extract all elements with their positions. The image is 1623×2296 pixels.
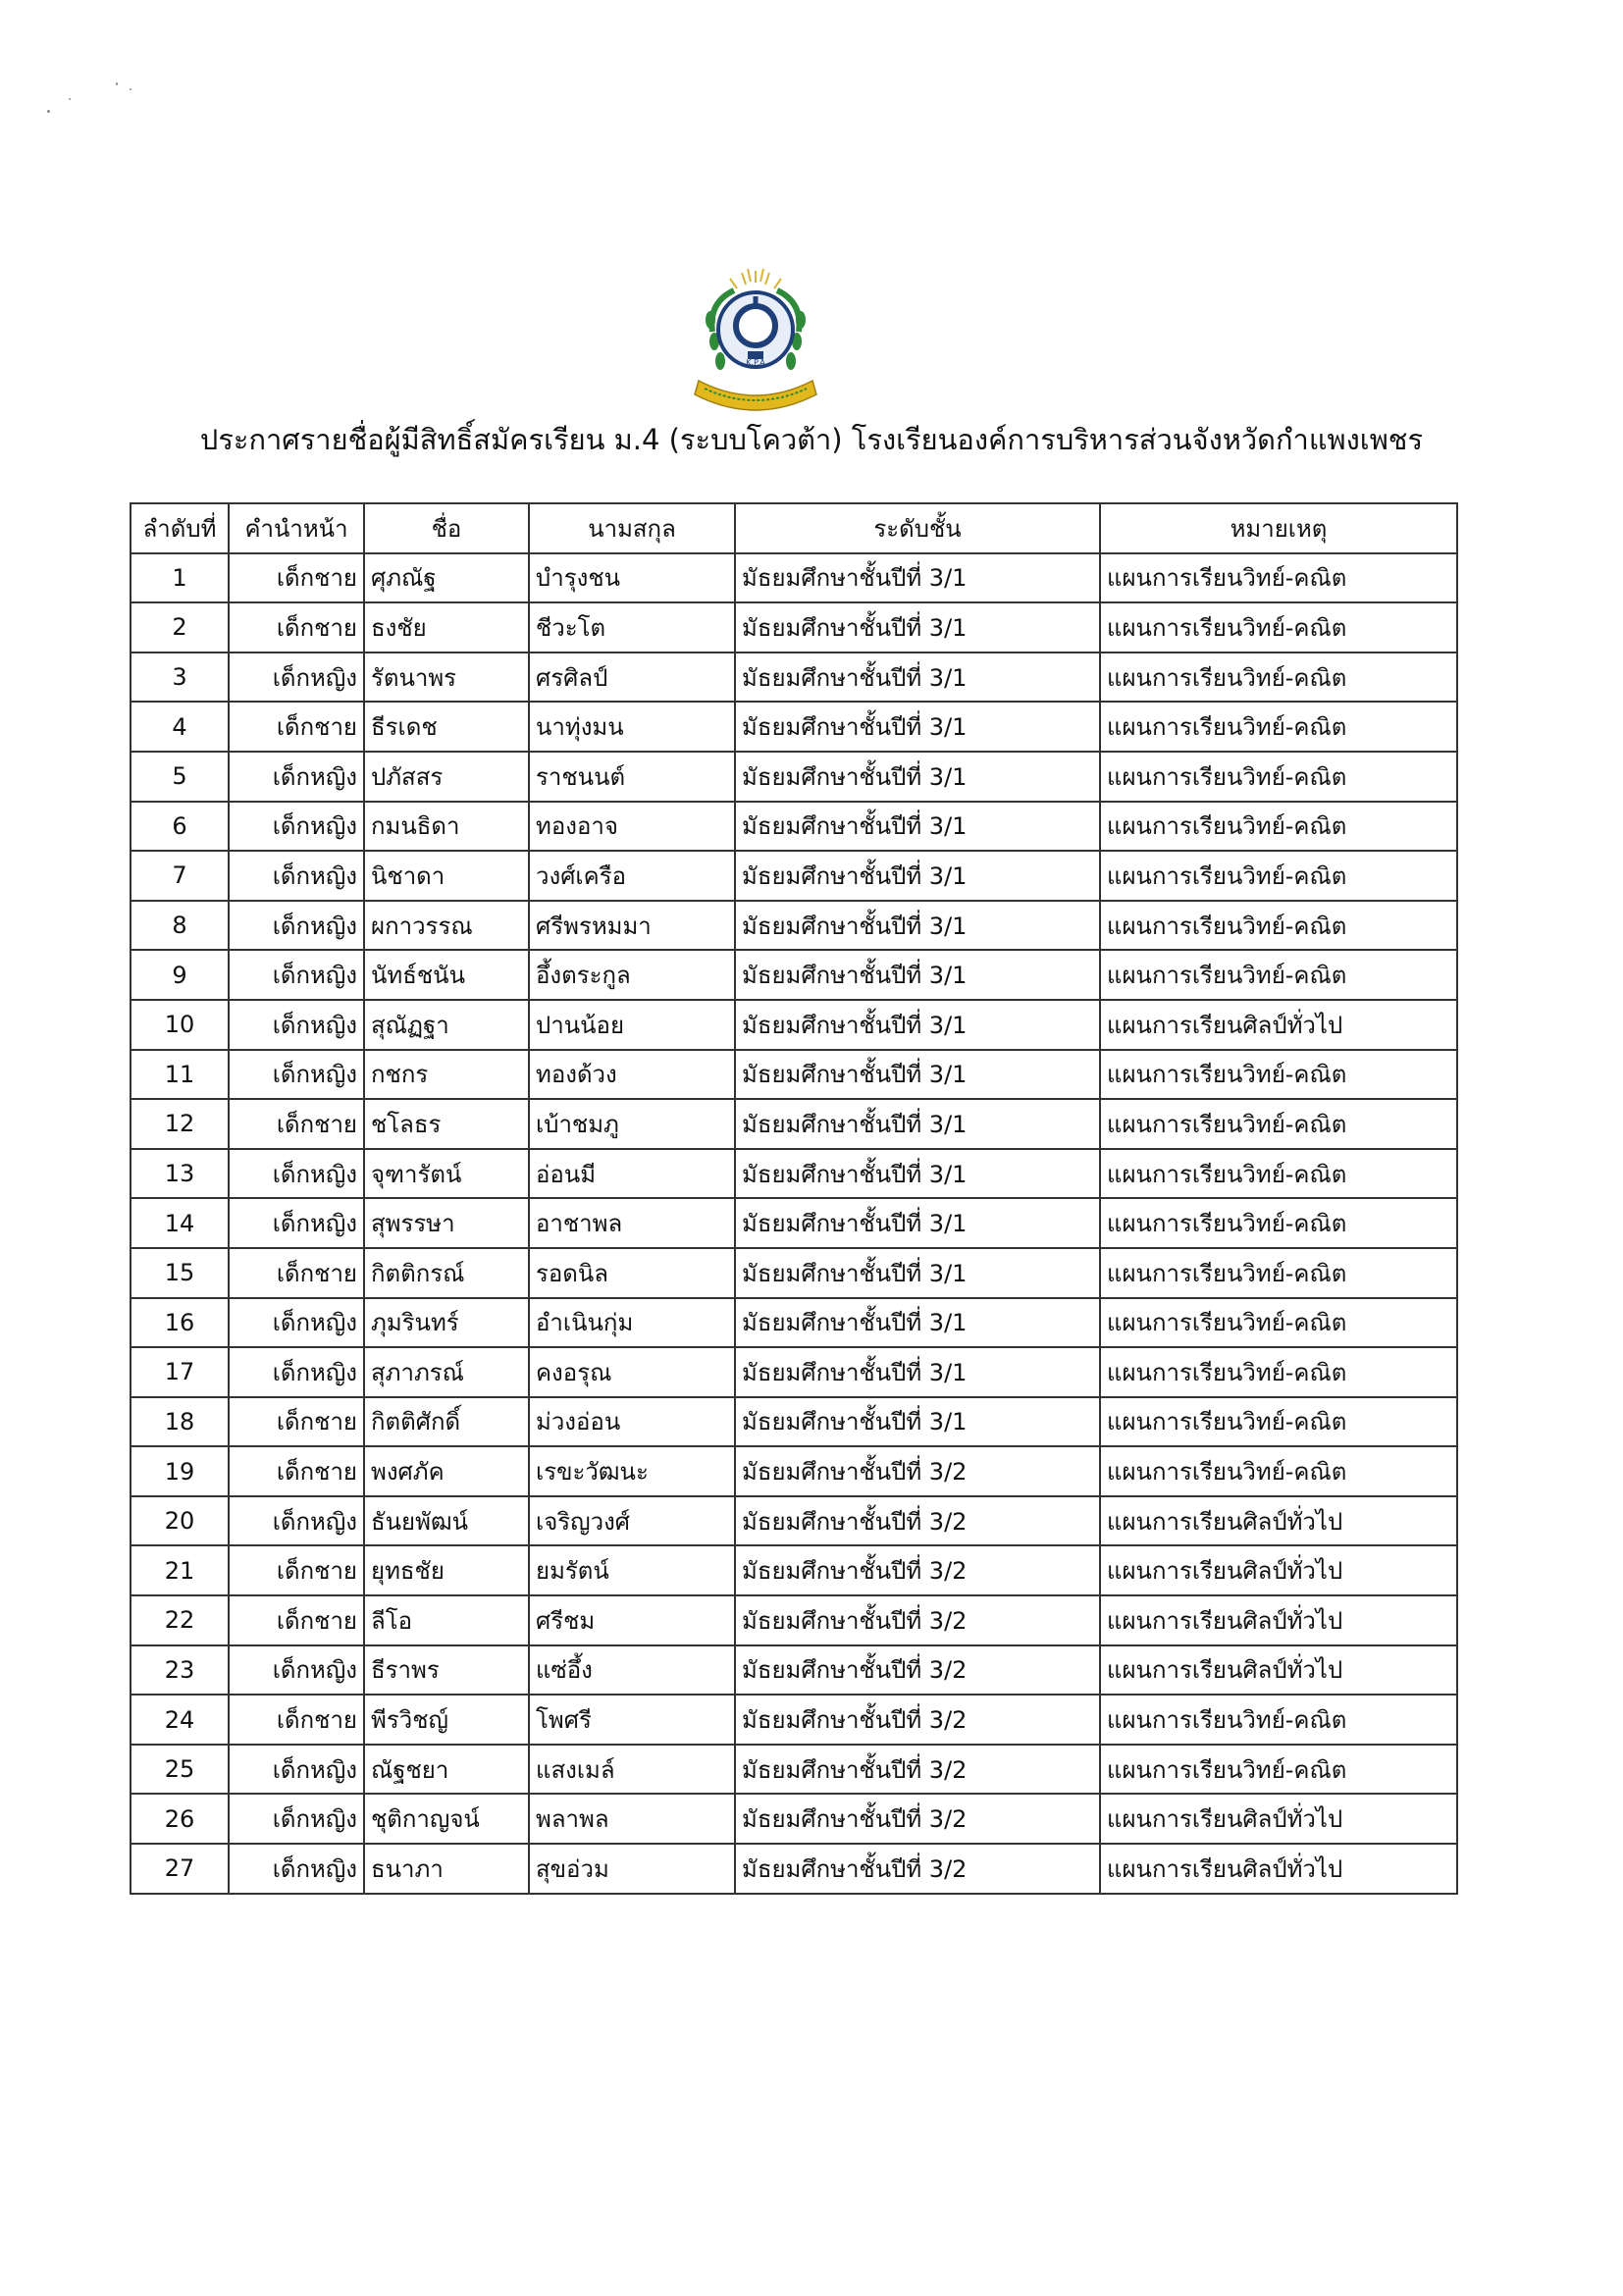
scan-speck — [47, 110, 50, 113]
cell-prefix: เด็กชาย — [229, 1595, 364, 1645]
cell-first-name: นิชาดา — [364, 851, 529, 901]
table-row — [131, 901, 1457, 951]
cell-order: 11 — [131, 1050, 229, 1100]
cell-first-name: ศุภณัฐ — [364, 553, 529, 603]
cell-first-name: ปภัสสร — [364, 752, 529, 802]
cell-order: 4 — [131, 702, 229, 752]
cell-prefix: เด็กหญิง — [229, 1794, 364, 1844]
cell-first-name: สุณัฏฐา — [364, 1000, 529, 1050]
scan-speck — [116, 82, 118, 85]
cell-last-name: พลาพล — [529, 1794, 735, 1844]
cell-grade-level: มัธยมศึกษาชั้นปีที่ 3/2 — [735, 1745, 1100, 1795]
cell-first-name: พีรวิชญ์ — [364, 1695, 529, 1745]
cell-order: 25 — [131, 1745, 229, 1795]
cell-last-name: ทองด้วง — [529, 1050, 735, 1100]
header-last-name: นามสกุล — [529, 503, 735, 553]
table-row — [131, 1050, 1457, 1100]
cell-order: 10 — [131, 1000, 229, 1050]
cell-grade-level: มัธยมศึกษาชั้นปีที่ 3/1 — [735, 602, 1100, 652]
cell-remark: แผนการเรียนวิทย์-คณิต — [1100, 1298, 1457, 1348]
cell-first-name: สุพรรษา — [364, 1198, 529, 1248]
table-row — [131, 652, 1457, 703]
cell-first-name: ธีราพร — [364, 1645, 529, 1696]
table-row — [131, 1446, 1457, 1496]
cell-prefix: เด็กชาย — [229, 1248, 364, 1298]
table-row — [131, 1595, 1457, 1645]
cell-order: 7 — [131, 851, 229, 901]
cell-first-name: นัทธ์ชนัน — [364, 950, 529, 1000]
cell-last-name: อ่อนมี — [529, 1149, 735, 1199]
cell-prefix: เด็กหญิง — [229, 1149, 364, 1199]
cell-order: 22 — [131, 1595, 229, 1645]
cell-last-name: คงอรุณ — [529, 1347, 735, 1397]
cell-order: 8 — [131, 901, 229, 951]
cell-order: 1 — [131, 553, 229, 603]
cell-order: 14 — [131, 1198, 229, 1248]
cell-remark: แผนการเรียนวิทย์-คณิต — [1100, 1198, 1457, 1248]
cell-remark: แผนการเรียนวิทย์-คณิต — [1100, 1695, 1457, 1745]
table-row — [131, 1794, 1457, 1844]
cell-remark: แผนการเรียนศิลป์ทั่วไป — [1100, 1844, 1457, 1894]
cell-last-name: ราชนนต์ — [529, 752, 735, 802]
cell-last-name: ทองอาจ — [529, 802, 735, 852]
cell-order: 24 — [131, 1695, 229, 1745]
cell-last-name: อำเนินกุ่ม — [529, 1298, 735, 1348]
cell-grade-level: มัธยมศึกษาชั้นปีที่ 3/1 — [735, 1149, 1100, 1199]
cell-last-name: ศรีชม — [529, 1595, 735, 1645]
cell-prefix: เด็กหญิง — [229, 652, 364, 703]
table-row — [131, 1397, 1457, 1447]
cell-remark: แผนการเรียนวิทย์-คณิต — [1100, 1099, 1457, 1149]
cell-last-name: วงศ์เครือ — [529, 851, 735, 901]
cell-remark: แผนการเรียนศิลป์ทั่วไป — [1100, 1496, 1457, 1546]
cell-grade-level: มัธยมศึกษาชั้นปีที่ 3/1 — [735, 1248, 1100, 1298]
table-row — [131, 553, 1457, 603]
cell-prefix: เด็กหญิง — [229, 1496, 364, 1546]
cell-prefix: เด็กชาย — [229, 1695, 364, 1745]
cell-remark: แผนการเรียนวิทย์-คณิต — [1100, 702, 1457, 752]
cell-order: 16 — [131, 1298, 229, 1348]
cell-grade-level: มัธยมศึกษาชั้นปีที่ 3/1 — [735, 1347, 1100, 1397]
cell-order: 18 — [131, 1397, 229, 1447]
cell-remark: แผนการเรียนวิทย์-คณิต — [1100, 1446, 1457, 1496]
cell-grade-level: มัธยมศึกษาชั้นปีที่ 3/1 — [735, 901, 1100, 951]
cell-prefix: เด็กหญิง — [229, 1645, 364, 1696]
cell-grade-level: มัธยมศึกษาชั้นปีที่ 3/1 — [735, 752, 1100, 802]
cell-order: 20 — [131, 1496, 229, 1546]
cell-prefix: เด็กหญิง — [229, 752, 364, 802]
cell-first-name: รัตนาพร — [364, 652, 529, 703]
cell-last-name: ยมรัตน์ — [529, 1545, 735, 1595]
school-logo — [669, 263, 842, 420]
cell-last-name: เบ้าชมภู — [529, 1099, 735, 1149]
cell-grade-level: มัธยมศึกษาชั้นปีที่ 3/1 — [735, 553, 1100, 603]
cell-first-name: ผกาวรรณ — [364, 901, 529, 951]
cell-remark: แผนการเรียนวิทย์-คณิต — [1100, 652, 1457, 703]
cell-first-name: ลีโอ — [364, 1595, 529, 1645]
cell-prefix: เด็กชาย — [229, 1397, 364, 1447]
cell-order: 19 — [131, 1446, 229, 1496]
cell-grade-level: มัธยมศึกษาชั้นปีที่ 3/1 — [735, 1050, 1100, 1100]
cell-prefix: เด็กหญิง — [229, 1000, 364, 1050]
cell-last-name: ศรศิลป์ — [529, 652, 735, 703]
cell-last-name: ชีวะโต — [529, 602, 735, 652]
cell-remark: แผนการเรียนวิทย์-คณิต — [1100, 901, 1457, 951]
cell-first-name: ธันยพัฒน์ — [364, 1496, 529, 1546]
cell-grade-level: มัธยมศึกษาชั้นปีที่ 3/2 — [735, 1545, 1100, 1595]
table-row — [131, 602, 1457, 652]
cell-prefix: เด็กหญิง — [229, 802, 364, 852]
table-row — [131, 802, 1457, 852]
cell-grade-level: มัธยมศึกษาชั้นปีที่ 3/2 — [735, 1844, 1100, 1894]
cell-first-name: กิตติกรณ์ — [364, 1248, 529, 1298]
cell-prefix: เด็กหญิง — [229, 901, 364, 951]
cell-order: 23 — [131, 1645, 229, 1696]
cell-prefix: เด็กหญิง — [229, 1298, 364, 1348]
cell-order: 17 — [131, 1347, 229, 1397]
cell-remark: แผนการเรียนวิทย์-คณิต — [1100, 1347, 1457, 1397]
cell-prefix: เด็กหญิง — [229, 1198, 364, 1248]
cell-first-name: ยุทธชัย — [364, 1545, 529, 1595]
cell-first-name: ธนาภา — [364, 1844, 529, 1894]
cell-grade-level: มัธยมศึกษาชั้นปีที่ 3/1 — [735, 1397, 1100, 1447]
cell-remark: แผนการเรียนวิทย์-คณิต — [1100, 851, 1457, 901]
cell-grade-level: มัธยมศึกษาชั้นปีที่ 3/1 — [735, 1099, 1100, 1149]
header-remark: หมายเหตุ — [1100, 503, 1457, 553]
cell-last-name: แสงเมล์ — [529, 1745, 735, 1795]
table-row — [131, 1695, 1457, 1745]
cell-first-name: ชุติกาญจน์ — [364, 1794, 529, 1844]
cell-order: 9 — [131, 950, 229, 1000]
cell-grade-level: มัธยมศึกษาชั้นปีที่ 3/2 — [735, 1496, 1100, 1546]
cell-order: 6 — [131, 802, 229, 852]
cell-remark: แผนการเรียนวิทย์-คณิต — [1100, 1397, 1457, 1447]
cell-remark: แผนการเรียนวิทย์-คณิต — [1100, 950, 1457, 1000]
table-row — [131, 702, 1457, 752]
cell-first-name: สุภาภรณ์ — [364, 1347, 529, 1397]
cell-last-name: สุขอ่วม — [529, 1844, 735, 1894]
header-first-name: ชื่อ — [364, 503, 529, 553]
table-row — [131, 752, 1457, 802]
table-row — [131, 950, 1457, 1000]
cell-prefix: เด็กหญิง — [229, 1347, 364, 1397]
cell-order: 21 — [131, 1545, 229, 1595]
table-row — [131, 1298, 1457, 1348]
page-title: ประกาศรายชื่อผู้มีสิทธิ์สมัครเรียน ม.4 (ระบบโควต้า) โรงเรียนองค์การบริหารส่วนจังหวัดกำแพงเพชร — [199, 423, 1424, 456]
cell-prefix: เด็กชาย — [229, 702, 364, 752]
table-row — [131, 1149, 1457, 1199]
logo-initials: K.P.A — [746, 358, 765, 367]
cell-remark: แผนการเรียนศิลป์ทั่วไป — [1100, 1595, 1457, 1645]
table-row — [131, 1545, 1457, 1595]
cell-prefix: เด็กหญิง — [229, 851, 364, 901]
cell-grade-level: มัธยมศึกษาชั้นปีที่ 3/1 — [735, 652, 1100, 703]
cell-first-name: ธีรเดช — [364, 702, 529, 752]
cell-remark: แผนการเรียนวิทย์-คณิต — [1100, 602, 1457, 652]
cell-remark: แผนการเรียนวิทย์-คณิต — [1100, 1248, 1457, 1298]
table-row — [131, 1496, 1457, 1546]
cell-grade-level: มัธยมศึกษาชั้นปีที่ 3/1 — [735, 1298, 1100, 1348]
cell-grade-level: มัธยมศึกษาชั้นปีที่ 3/1 — [735, 802, 1100, 852]
table-row — [131, 1099, 1457, 1149]
table-row — [131, 1844, 1457, 1894]
cell-prefix: เด็กชาย — [229, 1545, 364, 1595]
cell-prefix: เด็กหญิง — [229, 950, 364, 1000]
table-row — [131, 1347, 1457, 1397]
cell-first-name: พงศภัค — [364, 1446, 529, 1496]
cell-last-name: รอดนิล — [529, 1248, 735, 1298]
cell-remark: แผนการเรียนวิทย์-คณิต — [1100, 1050, 1457, 1100]
student-roster-table — [130, 502, 1458, 1895]
cell-first-name: ณัฐชยา — [364, 1745, 529, 1795]
cell-remark: แผนการเรียนวิทย์-คณิต — [1100, 1149, 1457, 1199]
cell-grade-level: มัธยมศึกษาชั้นปีที่ 3/2 — [735, 1695, 1100, 1745]
header-prefix: คำนำหน้า — [229, 503, 364, 553]
cell-first-name: กมนธิดา — [364, 802, 529, 852]
cell-order: 13 — [131, 1149, 229, 1199]
cell-remark: แผนการเรียนศิลป์ทั่วไป — [1100, 1545, 1457, 1595]
table-row — [131, 851, 1457, 901]
cell-grade-level: มัธยมศึกษาชั้นปีที่ 3/1 — [735, 851, 1100, 901]
cell-order: 26 — [131, 1794, 229, 1844]
cell-grade-level: มัธยมศึกษาชั้นปีที่ 3/2 — [735, 1794, 1100, 1844]
cell-first-name: กิตติศักดิ์ — [364, 1397, 529, 1447]
cell-remark: แผนการเรียนศิลป์ทั่วไป — [1100, 1794, 1457, 1844]
cell-last-name: นาทุ่งมน — [529, 702, 735, 752]
cell-remark: แผนการเรียนวิทย์-คณิต — [1100, 553, 1457, 603]
cell-remark: แผนการเรียนศิลป์ทั่วไป — [1100, 1645, 1457, 1696]
cell-prefix: เด็กหญิง — [229, 1844, 364, 1894]
cell-prefix: เด็กหญิง — [229, 1745, 364, 1795]
cell-first-name: ธงชัย — [364, 602, 529, 652]
cell-prefix: เด็กชาย — [229, 553, 364, 603]
cell-last-name: ม่วงอ่อน — [529, 1397, 735, 1447]
cell-order: 12 — [131, 1099, 229, 1149]
table-row — [131, 1745, 1457, 1795]
header-grade-level: ระดับชั้น — [735, 503, 1100, 553]
table-row — [131, 1198, 1457, 1248]
cell-last-name: อาชาพล — [529, 1198, 735, 1248]
cell-order: 15 — [131, 1248, 229, 1298]
scan-speck — [130, 88, 131, 90]
cell-last-name: อึ้งตระกูล — [529, 950, 735, 1000]
cell-grade-level: มัธยมศึกษาชั้นปีที่ 3/1 — [735, 1198, 1100, 1248]
cell-prefix: เด็กหญิง — [229, 1050, 364, 1100]
cell-order: 3 — [131, 652, 229, 703]
cell-last-name: โพศรี — [529, 1695, 735, 1745]
cell-prefix: เด็กชาย — [229, 1099, 364, 1149]
table-header-row — [131, 503, 1457, 553]
cell-remark: แผนการเรียนวิทย์-คณิต — [1100, 1745, 1457, 1795]
cell-order: 27 — [131, 1844, 229, 1894]
cell-order: 2 — [131, 602, 229, 652]
cell-grade-level: มัธยมศึกษาชั้นปีที่ 3/1 — [735, 1000, 1100, 1050]
cell-remark: แผนการเรียนศิลป์ทั่วไป — [1100, 1000, 1457, 1050]
cell-grade-level: มัธยมศึกษาชั้นปีที่ 3/1 — [735, 702, 1100, 752]
cell-grade-level: มัธยมศึกษาชั้นปีที่ 3/2 — [735, 1446, 1100, 1496]
cell-last-name: บำรุงชน — [529, 553, 735, 603]
cell-grade-level: มัธยมศึกษาชั้นปีที่ 3/2 — [735, 1645, 1100, 1696]
cell-prefix: เด็กชาย — [229, 1446, 364, 1496]
cell-last-name: เรขะวัฒนะ — [529, 1446, 735, 1496]
cell-grade-level: มัธยมศึกษาชั้นปีที่ 3/1 — [735, 950, 1100, 1000]
table-row — [131, 1645, 1457, 1696]
cell-remark: แผนการเรียนวิทย์-คณิต — [1100, 752, 1457, 802]
cell-last-name: แซ่อึ้ง — [529, 1645, 735, 1696]
cell-prefix: เด็กชาย — [229, 602, 364, 652]
cell-last-name: ศรีพรหมมา — [529, 901, 735, 951]
sun-rays — [730, 269, 781, 288]
cell-first-name: ชโลธร — [364, 1099, 529, 1149]
cell-first-name: ภุมรินทร์ — [364, 1298, 529, 1348]
cell-last-name: ปานน้อย — [529, 1000, 735, 1050]
cell-last-name: เจริญวงศ์ — [529, 1496, 735, 1546]
table-row — [131, 1248, 1457, 1298]
header-order: ลำดับที่ — [131, 503, 229, 553]
cell-first-name: กชกร — [364, 1050, 529, 1100]
cell-remark: แผนการเรียนวิทย์-คณิต — [1100, 802, 1457, 852]
scan-speck — [69, 98, 71, 100]
table-row — [131, 1000, 1457, 1050]
cell-grade-level: มัธยมศึกษาชั้นปีที่ 3/2 — [735, 1595, 1100, 1645]
cell-order: 5 — [131, 752, 229, 802]
cell-first-name: จุฑารัตน์ — [364, 1149, 529, 1199]
